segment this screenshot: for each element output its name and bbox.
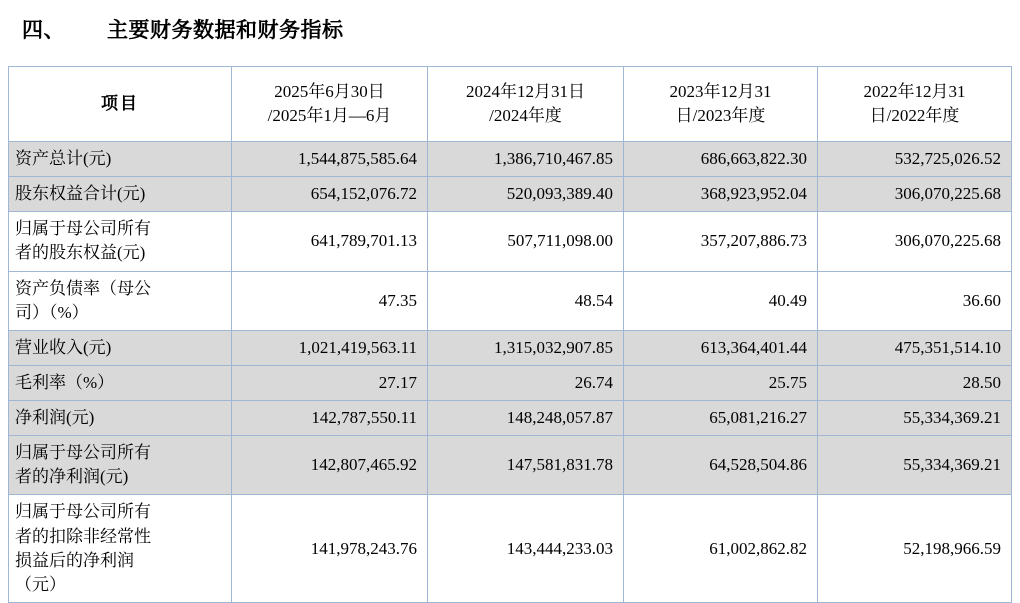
row-value: 368,923,952.04	[624, 177, 818, 212]
table-row	[9, 401, 1012, 436]
column-header-2023: 2023年12月31 日/2023年度	[624, 67, 818, 142]
row-value: 47.35	[232, 271, 428, 330]
row-label: 净利润(元)	[9, 401, 232, 436]
row-value: 48.54	[428, 271, 624, 330]
row-value: 147,581,831.78	[428, 436, 624, 495]
row-value: 28.50	[818, 365, 1012, 400]
row-value: 475,351,514.10	[818, 330, 1012, 365]
row-value: 306,070,225.68	[818, 212, 1012, 271]
section-heading	[0, 0, 1020, 44]
table-row	[9, 212, 1012, 271]
column-header-2025: 2025年6月30日 /2025年1月—6月	[232, 67, 428, 142]
row-value: 143,444,233.03	[428, 495, 624, 603]
table-header-row	[9, 67, 1012, 142]
table-row	[9, 177, 1012, 212]
table-row	[9, 365, 1012, 400]
column-header-2024: 2024年12月31日 /2024年度	[428, 67, 624, 142]
row-value: 520,093,389.40	[428, 177, 624, 212]
financial-summary-table	[8, 66, 1012, 603]
row-value: 1,021,419,563.11	[232, 330, 428, 365]
row-value: 613,364,401.44	[624, 330, 818, 365]
row-label: 营业收入(元)	[9, 330, 232, 365]
row-value: 532,725,026.52	[818, 142, 1012, 177]
row-value: 141,978,243.76	[232, 495, 428, 603]
row-value: 27.17	[232, 365, 428, 400]
column-header-item: 项目	[9, 67, 232, 142]
table-row	[9, 142, 1012, 177]
row-value: 357,207,886.73	[624, 212, 818, 271]
row-value: 654,152,076.72	[232, 177, 428, 212]
table-row	[9, 271, 1012, 330]
row-label: 资产负债率（母公 司）（%）	[9, 271, 232, 330]
row-value: 142,787,550.11	[232, 401, 428, 436]
row-label: 归属于母公司所有 者的股东权益(元)	[9, 212, 232, 271]
table-row	[9, 436, 1012, 495]
row-label: 归属于母公司所有 者的净利润(元)	[9, 436, 232, 495]
row-value: 55,334,369.21	[818, 401, 1012, 436]
row-label: 归属于母公司所有 者的扣除非经常性 损益后的净利润 （元）	[9, 495, 232, 603]
row-value: 61,002,862.82	[624, 495, 818, 603]
table-header	[9, 67, 1012, 142]
row-value: 1,386,710,467.85	[428, 142, 624, 177]
row-value: 25.75	[624, 365, 818, 400]
row-value: 1,544,875,585.64	[232, 142, 428, 177]
table-row	[9, 495, 1012, 603]
row-label: 毛利率（%）	[9, 365, 232, 400]
row-value: 26.74	[428, 365, 624, 400]
row-value: 1,315,032,907.85	[428, 330, 624, 365]
row-value: 148,248,057.87	[428, 401, 624, 436]
table-row	[9, 330, 1012, 365]
row-value: 52,198,966.59	[818, 495, 1012, 603]
row-value: 507,711,098.00	[428, 212, 624, 271]
page-title: 主要财务数据和财务指标	[107, 18, 344, 42]
section-number: 四、	[22, 18, 65, 42]
row-value: 55,334,369.21	[818, 436, 1012, 495]
row-value: 65,081,216.27	[624, 401, 818, 436]
row-value: 40.49	[624, 271, 818, 330]
row-value: 64,528,504.86	[624, 436, 818, 495]
row-value: 686,663,822.30	[624, 142, 818, 177]
row-value: 306,070,225.68	[818, 177, 1012, 212]
column-header-2022: 2022年12月31 日/2022年度	[818, 67, 1012, 142]
row-label: 股东权益合计(元)	[9, 177, 232, 212]
table-body	[9, 142, 1012, 603]
row-value: 641,789,701.13	[232, 212, 428, 271]
row-value: 36.60	[818, 271, 1012, 330]
row-label: 资产总计(元)	[9, 142, 232, 177]
row-value: 142,807,465.92	[232, 436, 428, 495]
